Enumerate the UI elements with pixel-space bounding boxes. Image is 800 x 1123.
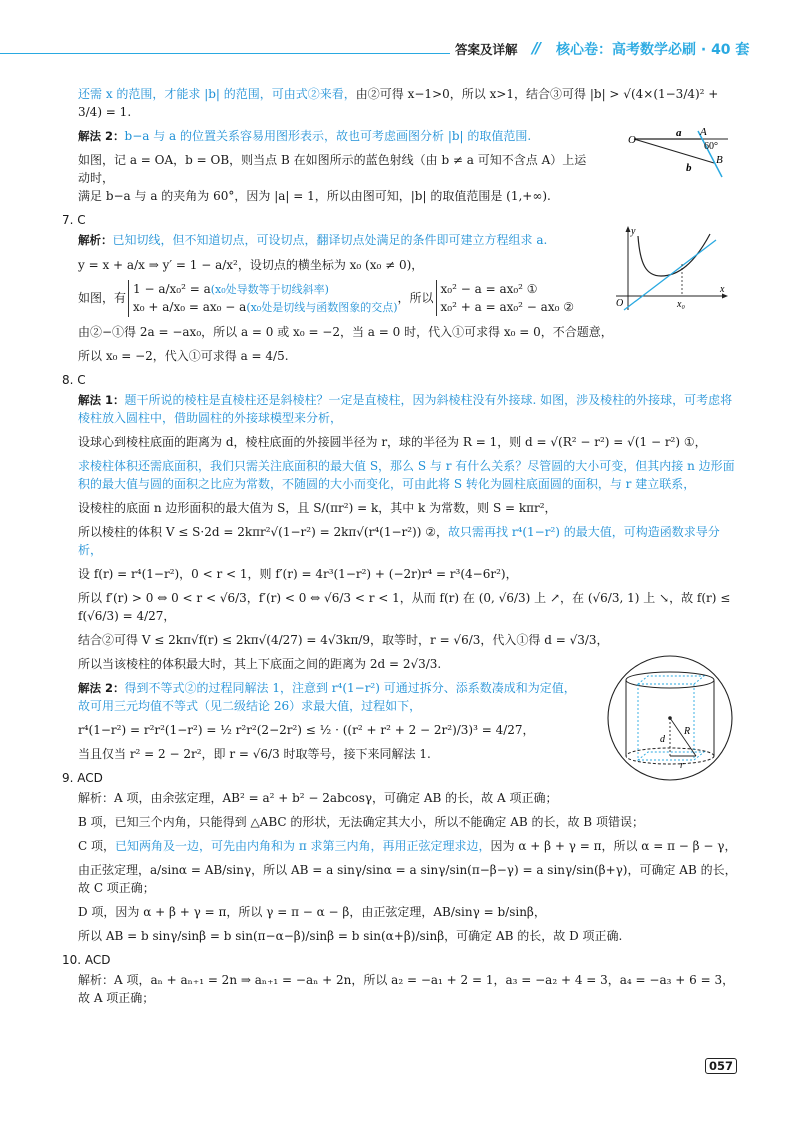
analysis-label: 解析： [78, 233, 113, 248]
label-x0: x₀ [677, 299, 685, 310]
text-line: 所以 f′(r) > 0 ⇔ 0 < r < √6/3，f′(r) < 0 ⇔ √6/3 < r < 1，从而 f(r) 在 (0, √6/3) 上 ↗，在 (√6/3, 1) 上 ↘，故 f(r) ≤ f(√6/3) = 4/27， [78, 590, 731, 623]
hint-text: b−a 与 a 的位置关系容易用图形表示，故也可考虑画图分析 |b| 的取值范围. [124, 129, 532, 143]
cylinder-top [626, 672, 714, 688]
text-line: 所以 AB = b sinγ/sinβ = b sin(π−α−β)/sinβ = b sin(α+β)/sinβ，可确定 AB 的长，故 D 项正确. [78, 929, 623, 943]
text-line [78, 85, 738, 121]
text-span: 如图，有 [78, 291, 127, 305]
text-line: 设球心到棱柱底面的距离为 d，棱柱底面的外接圆半径为 r，球的半径为 R = 1，则 d = √(R² − r²) = √(1 − r²) ①， [78, 434, 707, 449]
solution-label: 解法 1： [78, 392, 125, 407]
vector-b [634, 139, 714, 163]
equation: x₀² + a = ax₀² − ax₀ ② [440, 300, 574, 314]
text-line: 解析：A 项，aₙ + aₙ₊₁ = 2n ⇒ aₙ₊₁ = −aₙ + 2n，所以 a₂ = −a₁ + 2 = 1，a₃ = −a₂ + 4 = 3，a₄ = −a₃ + 6 = 3，故 A 项正确； [78, 973, 735, 1005]
label-angle: 60° [704, 141, 718, 152]
label-vector-a: a [676, 127, 682, 139]
sphere-center [668, 716, 672, 720]
header-rule [0, 53, 450, 54]
vector-figure [628, 125, 738, 180]
hint-text: (x₀处是切线与函数图象的交点) [246, 301, 398, 314]
text-line: B 项，已知三个内角，只能得到 △ABC 的形状，无法确定其大小，所以不能确定 AB 的长，故 B 项错误； [78, 815, 644, 829]
equation: x₀² − a = ax₀² ① [440, 282, 538, 296]
text-span: 因为 α + β + γ = π，所以 α = π − β − γ， [490, 839, 737, 853]
header-book-title: 核心卷：高考数学必刷 · 40 套 [556, 42, 750, 58]
page-header [0, 36, 800, 62]
text-line [78, 127, 598, 145]
question-number: 10. [62, 953, 82, 967]
text-line: 所以当该棱柱的体积最大时，其上下底面之间的距离为 2d = 2√3/3. [78, 656, 442, 671]
label-b-point: B [716, 154, 723, 166]
prism-top [638, 676, 704, 684]
label-y: y [631, 226, 636, 237]
hint-text: 题干所说的棱柱是直棱柱还是斜棱柱？一定是直棱柱，因为斜棱柱没有外接球. 如图，涉及棱柱的外接球，可考虑将棱柱放入圆柱中，借助圆柱的外接球模型来分析， [78, 392, 733, 425]
text-line [78, 231, 578, 249]
label-d: d [660, 734, 665, 745]
text-line: 满足 b−a 与 a 的夹角为 60°，因为 |a| = 1，所以由图可知，|b| 的取值范围是 (1,+∞). [78, 189, 551, 204]
brace-group [436, 280, 574, 316]
label-R: R [684, 726, 691, 737]
text-line: 当且仅当 r² = 2 − 2r²，即 r = √6/3 时取等号，接下来同解法 1. [78, 747, 431, 761]
equation: x₀ + a/x₀ = ax₀ − a [133, 300, 247, 314]
hint-text: (x₀处导数等于切线斜率) [210, 282, 329, 296]
question-10 [62, 951, 738, 969]
question-answer: ACD [77, 771, 103, 785]
text-line: r⁴(1−r²) = r²r²(1−r²) = ½ r²r²(2−2r²) ≤ ½ · ((r² + r² + 2 − 2r²)/3)³ = 4/27， [78, 723, 535, 737]
text-line: 设 f(r) = r⁴(1−r²)，0 < r < 1，则 f′(r) = 4r³(1−r²) + (−2r)r⁴ = r³(4−6r²)， [78, 566, 518, 581]
hint-text: 得到不等式②的过程同解法 1，注意到 r⁴(1−r²) 可通过拆分、添系数凑成和为定值，故可用三元均值不等式（见二级结论 26）求最大值，过程如下， [78, 680, 576, 713]
text-span: 由②可得 x−1>0，所以 x>1，结合③可得 |b| > √(4×(1−3/4)² + 3/4) = 1. [78, 87, 719, 119]
question-8 [62, 371, 738, 389]
label-o: O [628, 134, 636, 146]
question-answer: C [77, 213, 86, 228]
text-line [78, 679, 578, 715]
text-line: 设棱柱的底面 n 边形面积的最大值为 S，且 S/(πr²) = k，其中 k 为常数，则 S = kπr²， [78, 500, 557, 515]
text-span: 所以棱柱的体积 V ≤ S·2d = 2kπr²√(1−r²) = 2kπ√(r⁴(1−r²)) ②， [78, 524, 448, 539]
hint-text: 已知切线，但不知道切点，可设切点，翻译切点处满足的条件即可建立方程组求 a. [112, 233, 548, 248]
brace-group [128, 280, 398, 317]
question-number: 9. [62, 771, 74, 785]
text-span: C 项， [78, 839, 115, 853]
text-line: 所以 x₀ = −2，代入①可求得 a = 4/5. [78, 348, 289, 363]
hint-text: 已知两角及一边，可先由内角和为 π 求第三内角，再用正弦定理求边， [115, 839, 491, 853]
header-bars: // [532, 39, 539, 57]
text-line [78, 837, 738, 855]
question-number: 7. [62, 213, 74, 228]
label-a-point: A [700, 126, 707, 138]
equation: 1 − a/x₀² = a [133, 281, 211, 296]
text-line [78, 523, 738, 559]
hint-text: 还需 x 的范围，才能求 |b| 的范围，可由式②来看， [78, 87, 356, 101]
text-line: 如图，记 a = OA，b = OB，则当点 B 在如图所示的蓝色射线（由 b ≠ a 可知不含点 A）上运动时， [78, 153, 587, 186]
question-answer: ACD [84, 953, 111, 967]
curve [638, 234, 710, 276]
hint-text: 故只需再找 r⁴(1−r²) 的最大值，可构造函数求导分析， [78, 524, 720, 557]
text-line: 由②−①得 2a = −ax₀，所以 a = 0 或 x₀ = −2，当 a = 0 时，代入①可求得 x₀ = 0，不合题意， [78, 324, 613, 339]
text-line: 解析：A 项，由余弦定理，AB² = a² + b² − 2abcosγ，可确定 AB 的长，故 A 项正确； [78, 791, 558, 805]
solution-label: 解法 2： [78, 680, 125, 695]
text-line: 结合②可得 V ≤ 2kπ√f(r) ≤ 2kπ√(4/27) = 4√3kπ/9，取等时，r = √6/3，代入①得 d = √3/3， [78, 632, 609, 647]
sphere-figure [604, 654, 736, 782]
page-number: 057 [705, 1058, 737, 1074]
equation-system [78, 280, 598, 317]
text-line [78, 391, 738, 427]
label-origin: O [616, 298, 624, 309]
text-span: ，所以 [397, 291, 434, 305]
label-x: x [720, 284, 725, 295]
header-section: 答案及详解 [455, 42, 518, 57]
text-line: y = x + a/x ⇒ y′ = 1 − a/x²，设切点的横坐标为 x₀ (x₀ ≠ 0)， [78, 257, 424, 272]
label-vector-b: b [686, 162, 692, 174]
y-axis-arrow [626, 226, 631, 232]
question-number: 8. [62, 372, 74, 387]
text-line: 由正弦定理，a/sinα = AB/sinγ，所以 AB = a sinγ/sinα = a sinγ/sin(π−β−γ) = a sinγ/sin(β+γ)，可确定 AB 的长，故 C 项正确； [78, 863, 737, 895]
question-answer: C [77, 372, 86, 387]
label-r: r [680, 760, 684, 771]
solution-label: 解法 2： [78, 129, 125, 143]
tangent-figure [606, 224, 731, 314]
hint-text: 求棱柱体积还需底面积，我们只需关注底面积的最大值 S，那么 S 与 r 有什么关系？尽管圆的大小可变，但其内接 n 边形面积的最大值与圆的面积之比应为常数，不随圆的大小而变化，可由此将 S 转化为圆柱底面圆的面积，与 r 建立联系， [78, 458, 735, 491]
text-line: D 项，因为 α + β + γ = π，所以 γ = π − α − β，由正弦定理，AB/sinγ = b/sinβ， [78, 905, 546, 919]
radius-r-big [670, 718, 696, 756]
tangent-line [624, 240, 716, 310]
